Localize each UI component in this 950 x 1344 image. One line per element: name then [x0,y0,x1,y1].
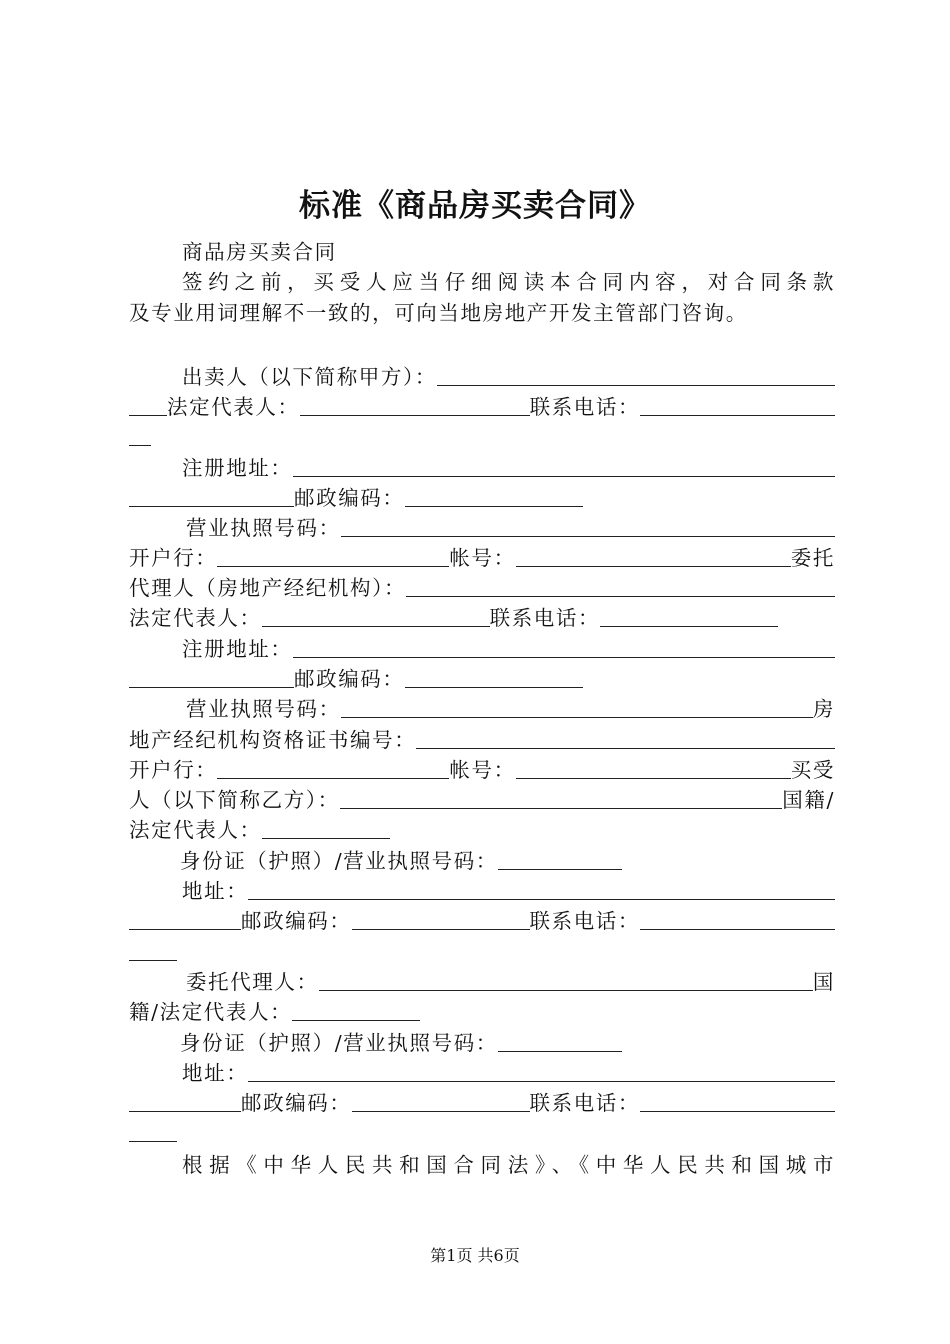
phone-field[interactable] [640,395,835,416]
buyer-address-field[interactable] [248,879,835,900]
agency-postcode-label: 邮政编码： [294,667,405,691]
buyer-field[interactable] [340,788,783,809]
buyer-postcode-field[interactable] [352,909,530,930]
postcode-field[interactable] [405,486,583,507]
entrust-label-a: 委托 [790,546,835,570]
agency-account-field[interactable] [516,758,791,779]
seller-line [182,362,835,392]
agent-nationality-label: 籍/法定代表人： [129,1000,293,1024]
account-label: 帐号： [449,546,516,570]
license-line [186,513,835,543]
seller-rep-line [129,392,835,422]
buyer-legal-rep-field[interactable] [262,818,390,839]
buyer-phone-label: 联系电话： [529,909,640,933]
agent-label: 委托代理人： [186,970,319,994]
bank-field[interactable] [217,546,449,567]
buyer-postcode-line [129,906,835,936]
agency-legal-rep-label: 法定代表人： [129,606,262,630]
buyer-label-a: 买受 [790,758,835,782]
postcode-line [129,483,835,513]
buyer-label-b: 人（以下简称乙方）： [129,788,340,812]
buyer-id-label: 身份证（护照）/营业执照号码： [180,849,498,873]
agent-rep-line [129,997,835,1027]
agency-license-line [186,694,835,724]
legal-basis-line: 根据《中华人民共和国合同法》、《中华人民共和国城市 [182,1153,835,1177]
buyer-legal-rep-label: 法定代表人： [129,818,262,842]
agency-cert-label: 地产经纪机构资格证书编号： [129,728,417,752]
buyer-id-field[interactable] [498,849,622,870]
reg-addr-label: 注册地址： [182,456,293,480]
agent-phone-field[interactable] [640,1091,835,1112]
agency-cert-field[interactable] [416,728,835,749]
buyer-rep-line [129,815,835,845]
license-label: 营业执照号码： [186,516,341,540]
bank-line [129,543,835,573]
agent-address-label: 地址： [182,1061,249,1085]
agent-phone-field-cont[interactable] [129,1121,177,1142]
agent-phone-cont-line [129,1118,835,1148]
buyer-address-field-cont[interactable] [129,909,241,930]
buyer-phone-field[interactable] [640,909,835,930]
seller-label: 出卖人（以下简称甲方）： [182,365,437,389]
agent-id-field[interactable] [498,1031,622,1052]
agency-bank-field[interactable] [217,758,449,779]
agency-license-field[interactable] [341,697,813,718]
agency-postcode-field[interactable] [405,667,583,688]
nationality-label-a: 国籍/ [782,788,835,812]
phone-cont-line [129,422,835,452]
agent-id-line [180,1028,833,1058]
agency-legal-rep-field[interactable] [262,606,490,627]
agency-reg-addr-field[interactable] [293,637,836,658]
buyer-postcode-label: 邮政编码： [241,909,352,933]
legal-rep-label: 法定代表人： [167,395,300,419]
agent-nationality-field[interactable] [292,1000,420,1021]
bank-label: 开户行： [129,546,218,570]
agent-address-line [182,1058,835,1088]
reg-addr-field-cont[interactable] [129,486,294,507]
buyer-address-line [182,876,835,906]
document-title: 标准《商品房买卖合同》 [299,188,651,224]
phone-field-cont[interactable] [129,425,151,446]
agent-phone-label: 联系电话： [529,1091,640,1115]
guo-label: 国 [812,970,835,994]
buyer-id-line [180,846,833,876]
entrust-label-b: 代理人（房地产经纪机构）： [129,576,407,600]
agency-bank-line [129,755,835,785]
phone-label: 联系电话： [529,395,641,419]
agent-postcode-label: 邮政编码： [241,1091,352,1115]
license-field[interactable] [341,516,835,537]
buyer-phone-cont-line [129,937,835,967]
entrust-field[interactable] [406,576,835,597]
agency-reg-addr-field-cont[interactable] [129,667,294,688]
agent-line [186,967,835,997]
agent-address-field-cont[interactable] [129,1091,241,1112]
agent-postcode-field[interactable] [352,1091,530,1112]
agency-rep-line [129,603,835,633]
contract-subtitle: 商品房买卖合同 [182,240,337,264]
agent-address-field[interactable] [248,1061,835,1082]
account-field[interactable] [516,546,791,567]
agency-bank-label: 开户行： [129,758,218,782]
fang-label: 房 [812,697,835,721]
buyer-line [129,785,835,815]
agency-phone-label: 联系电话： [489,606,601,630]
notice-line-2: 及专业用词理解不一致的，可向当地房地产开发主管部门咨询。 [129,301,748,325]
agency-reg-addr-line [182,634,835,664]
legal-rep-field[interactable] [300,395,530,416]
seller-field[interactable] [437,365,835,386]
agency-license-label: 营业执照号码： [186,697,341,721]
agency-account-label: 帐号： [449,758,516,782]
entrust-line [129,573,835,603]
agency-phone-field[interactable] [600,606,778,627]
reg-addr-field[interactable] [293,456,836,477]
agency-postcode-line [129,664,835,694]
reg-addr-line [182,453,835,483]
agent-field[interactable] [319,970,813,991]
postcode-label: 邮政编码： [294,486,405,510]
page-number: 第1页 共6页 [430,1246,520,1265]
buyer-address-label: 地址： [182,879,249,903]
buyer-phone-field-cont[interactable] [129,940,177,961]
seller-field-cont[interactable] [129,395,167,416]
agent-postcode-line [129,1088,835,1118]
agency-reg-addr-label: 注册地址： [182,637,293,661]
agent-id-label: 身份证（护照）/营业执照号码： [180,1031,498,1055]
agency-cert-line [129,725,835,755]
notice-line-1: 签约之前，买受人应当仔细阅读本合同内容，对合同条款 [182,270,835,294]
